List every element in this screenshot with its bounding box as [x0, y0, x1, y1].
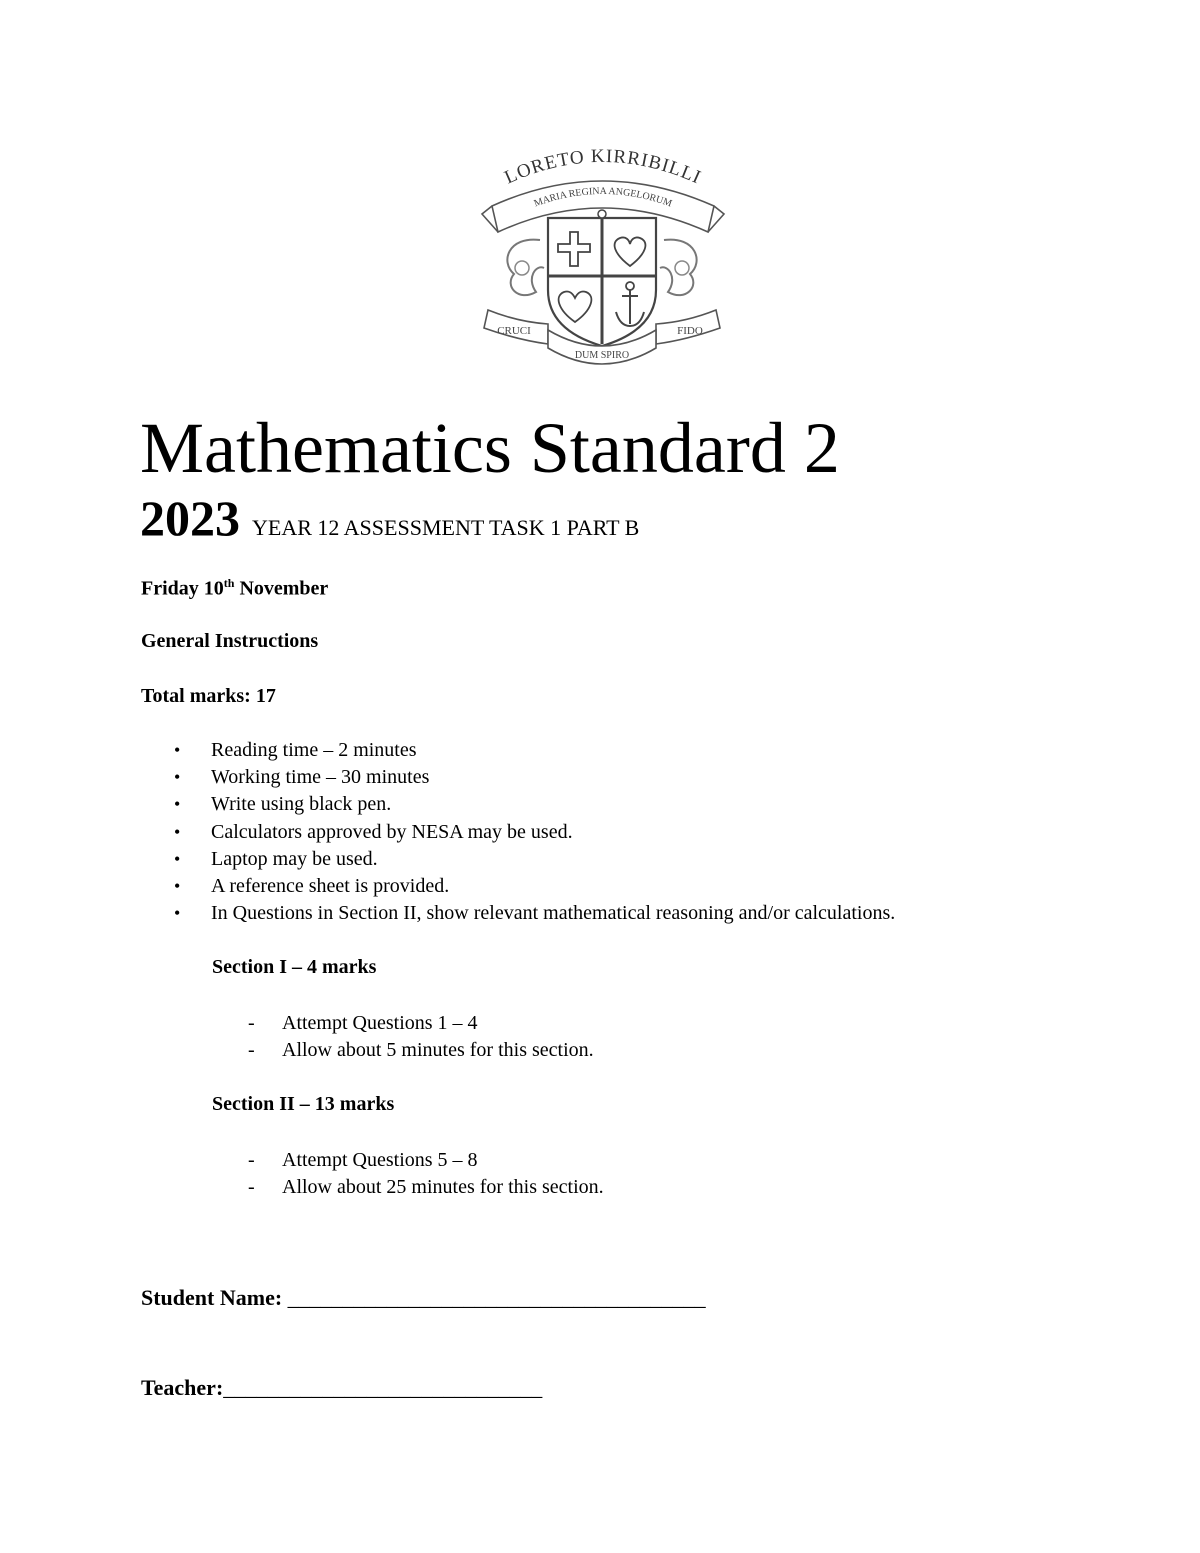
- document-title: Mathematics Standard 2: [140, 408, 840, 488]
- list-item: - Attempt Questions 5 – 8: [212, 1147, 604, 1174]
- student-name-blank[interactable]: ______________________________________: [287, 1285, 706, 1310]
- section-1-list: [212, 1010, 594, 1064]
- assessment-year: 2023: [140, 490, 240, 546]
- list-item: • Working time – 30 minutes: [140, 764, 895, 791]
- document-subtitle: [140, 490, 639, 546]
- svg-text:MARIA REGINA ANGELORUM: MARIA REGINA ANGELORUM: [532, 185, 674, 210]
- svg-text:LORETO KIRRIBILLI: LORETO KIRRIBILLI: [501, 145, 705, 189]
- exam-date-suffix: th: [223, 576, 235, 590]
- teacher-field[interactable]: [141, 1375, 542, 1401]
- exam-date-day: Friday 10: [141, 577, 224, 600]
- list-item: - Allow about 5 minutes for this section.: [212, 1037, 594, 1064]
- section-2-heading: Section II – 13 marks: [212, 1093, 395, 1115]
- list-item: • A reference sheet is provided.: [140, 873, 895, 900]
- teacher-blank[interactable]: _____________________________: [223, 1375, 543, 1400]
- student-name-label: Student Name:: [141, 1285, 288, 1310]
- list-item: • Laptop may be used.: [140, 846, 895, 873]
- list-item: • In Questions in Section II, show relevant mathematical reasoning and/or calculations.: [140, 900, 895, 927]
- section-1-heading: Section I – 4 marks: [212, 956, 377, 978]
- list-item: • Calculators approved by NESA may be used.: [140, 819, 895, 846]
- teacher-label: Teacher:: [141, 1375, 224, 1400]
- svg-text:DUM SPIRO: DUM SPIRO: [574, 350, 630, 361]
- instructions-list: [140, 737, 895, 927]
- student-name-field[interactable]: [141, 1285, 706, 1311]
- school-crest-logo: [478, 140, 726, 372]
- svg-text:CRUCI: CRUCI: [497, 325, 531, 337]
- list-item: - Allow about 25 minutes for this section.: [212, 1174, 604, 1201]
- list-item: • Reading time – 2 minutes: [140, 737, 895, 764]
- exam-date-month: November: [239, 577, 329, 600]
- exam-date: [141, 576, 328, 601]
- assessment-task-name: YEAR 12 ASSESSMENT TASK 1 PART B: [252, 515, 640, 540]
- section-2-list: [212, 1147, 604, 1201]
- list-item: - Attempt Questions 1 – 4: [212, 1010, 594, 1037]
- total-marks: Total marks: 17: [141, 685, 276, 707]
- general-instructions-heading: General Instructions: [141, 630, 319, 652]
- list-item: • Write using black pen.: [140, 791, 895, 818]
- svg-text:FIDO: FIDO: [677, 325, 703, 337]
